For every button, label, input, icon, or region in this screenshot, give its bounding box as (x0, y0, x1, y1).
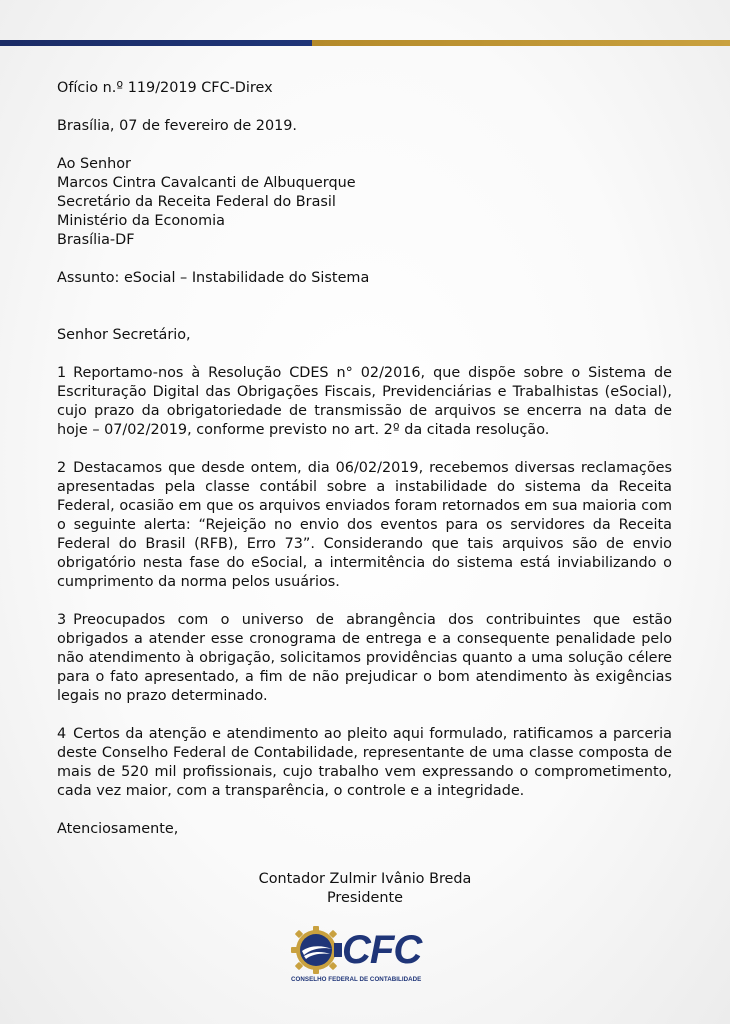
recipient-title: Secretário da Receita Federal do Brasil (57, 194, 336, 210)
header-stripe-navy (0, 40, 312, 46)
paragraph-text: Reportamo-nos à Resolução CDES n° 02/2016, que dispõe sobre o Sistema de Escrituração Digital das Obrigações Fiscais, Previdenciárias e Trabalhistas (eSocial), cujo prazo da obrigatoriedade de transmissão de arquivos se encerra na data de hoje – 07/02/2019, conforme previsto no art. 2º da citada resolução. (57, 365, 672, 438)
header-stripe (0, 40, 730, 46)
paragraph-text: Destacamos que desde ontem, dia 06/02/2019, recebemos diversas reclamações apresentadas pela classe contábil sobre a instabilidade do sistema da Receita Federal, ocasião em que os arquivos enviados foram retornados em sua maioria com o seguinte alerta: “Rejeição no envio dos eventos para os servidores da Receita Federal do Brasil (RFB), Erro 73”. Considerando que tais arquivos são de envio obrigatório nesta fase do eSocial, a intermitência do sistema está inviabilizando o cumprimento da norma pelos usuários. (57, 460, 672, 590)
paragraph-4 (57, 725, 672, 801)
paragraph-number: 2 (57, 460, 67, 476)
letter-body (57, 79, 672, 839)
paragraph-number: 4 (57, 726, 67, 742)
recipient-ministry: Ministério da Economia (57, 213, 225, 229)
paragraph-3 (57, 611, 672, 706)
signature-block (0, 870, 730, 908)
reference-number: Ofício n.º 119/2019 CFC-Direx (57, 80, 273, 96)
place-date: Brasília, 07 de fevereiro de 2019. (57, 118, 297, 134)
recipient-name: Marcos Cintra Cavalcanti de Albuquerque (57, 175, 356, 191)
paragraph-text: Preocupados com o universo de abrangência dos contribuintes que estão obrigados a atender esse cronograma de entrega e a consequente penalidade pelo não atendimento à obrigação, solicitamos providências quanto a uma solução célere para o fato apresentado, a fim de não prejudicar o bom atendimento às exigências legais no prazo determinado. (57, 612, 672, 704)
paragraph-2 (57, 459, 672, 592)
greeting: Senhor Secretário, (57, 327, 191, 343)
recipient-block (57, 155, 672, 250)
closing: Atenciosamente, (57, 821, 179, 837)
paragraph-1 (57, 364, 672, 440)
cfc-letters: CFC (342, 928, 422, 972)
signatory-name: Contador Zulmir Ivânio Breda (258, 871, 472, 887)
header-stripe-gold (312, 40, 730, 46)
paragraph-number: 3 (57, 612, 67, 628)
cfc-emblem-icon (290, 925, 342, 975)
cfc-tagline: CONSELHO FEDERAL DE CONTABILIDADE (291, 976, 422, 983)
paragraph-number: 1 (57, 365, 67, 381)
paragraph-text: Certos da atenção e atendimento ao pleito aqui formulado, ratificamos a parceria deste Conselho Federal de Contabilidade, representante de uma classe composta de mais de 520 mil profissionais, cujo trabalho vem expressando o comprometimento, cada vez maior, com a transparência, o controle e a integridade. (57, 726, 672, 799)
recipient-salutation: Ao Senhor (57, 156, 131, 172)
signatory-role: Presidente (327, 890, 403, 906)
recipient-city: Brasília-DF (57, 232, 135, 248)
cfc-logo (290, 925, 440, 987)
subject-line: Assunto: eSocial – Instabilidade do Sistema (57, 270, 370, 286)
